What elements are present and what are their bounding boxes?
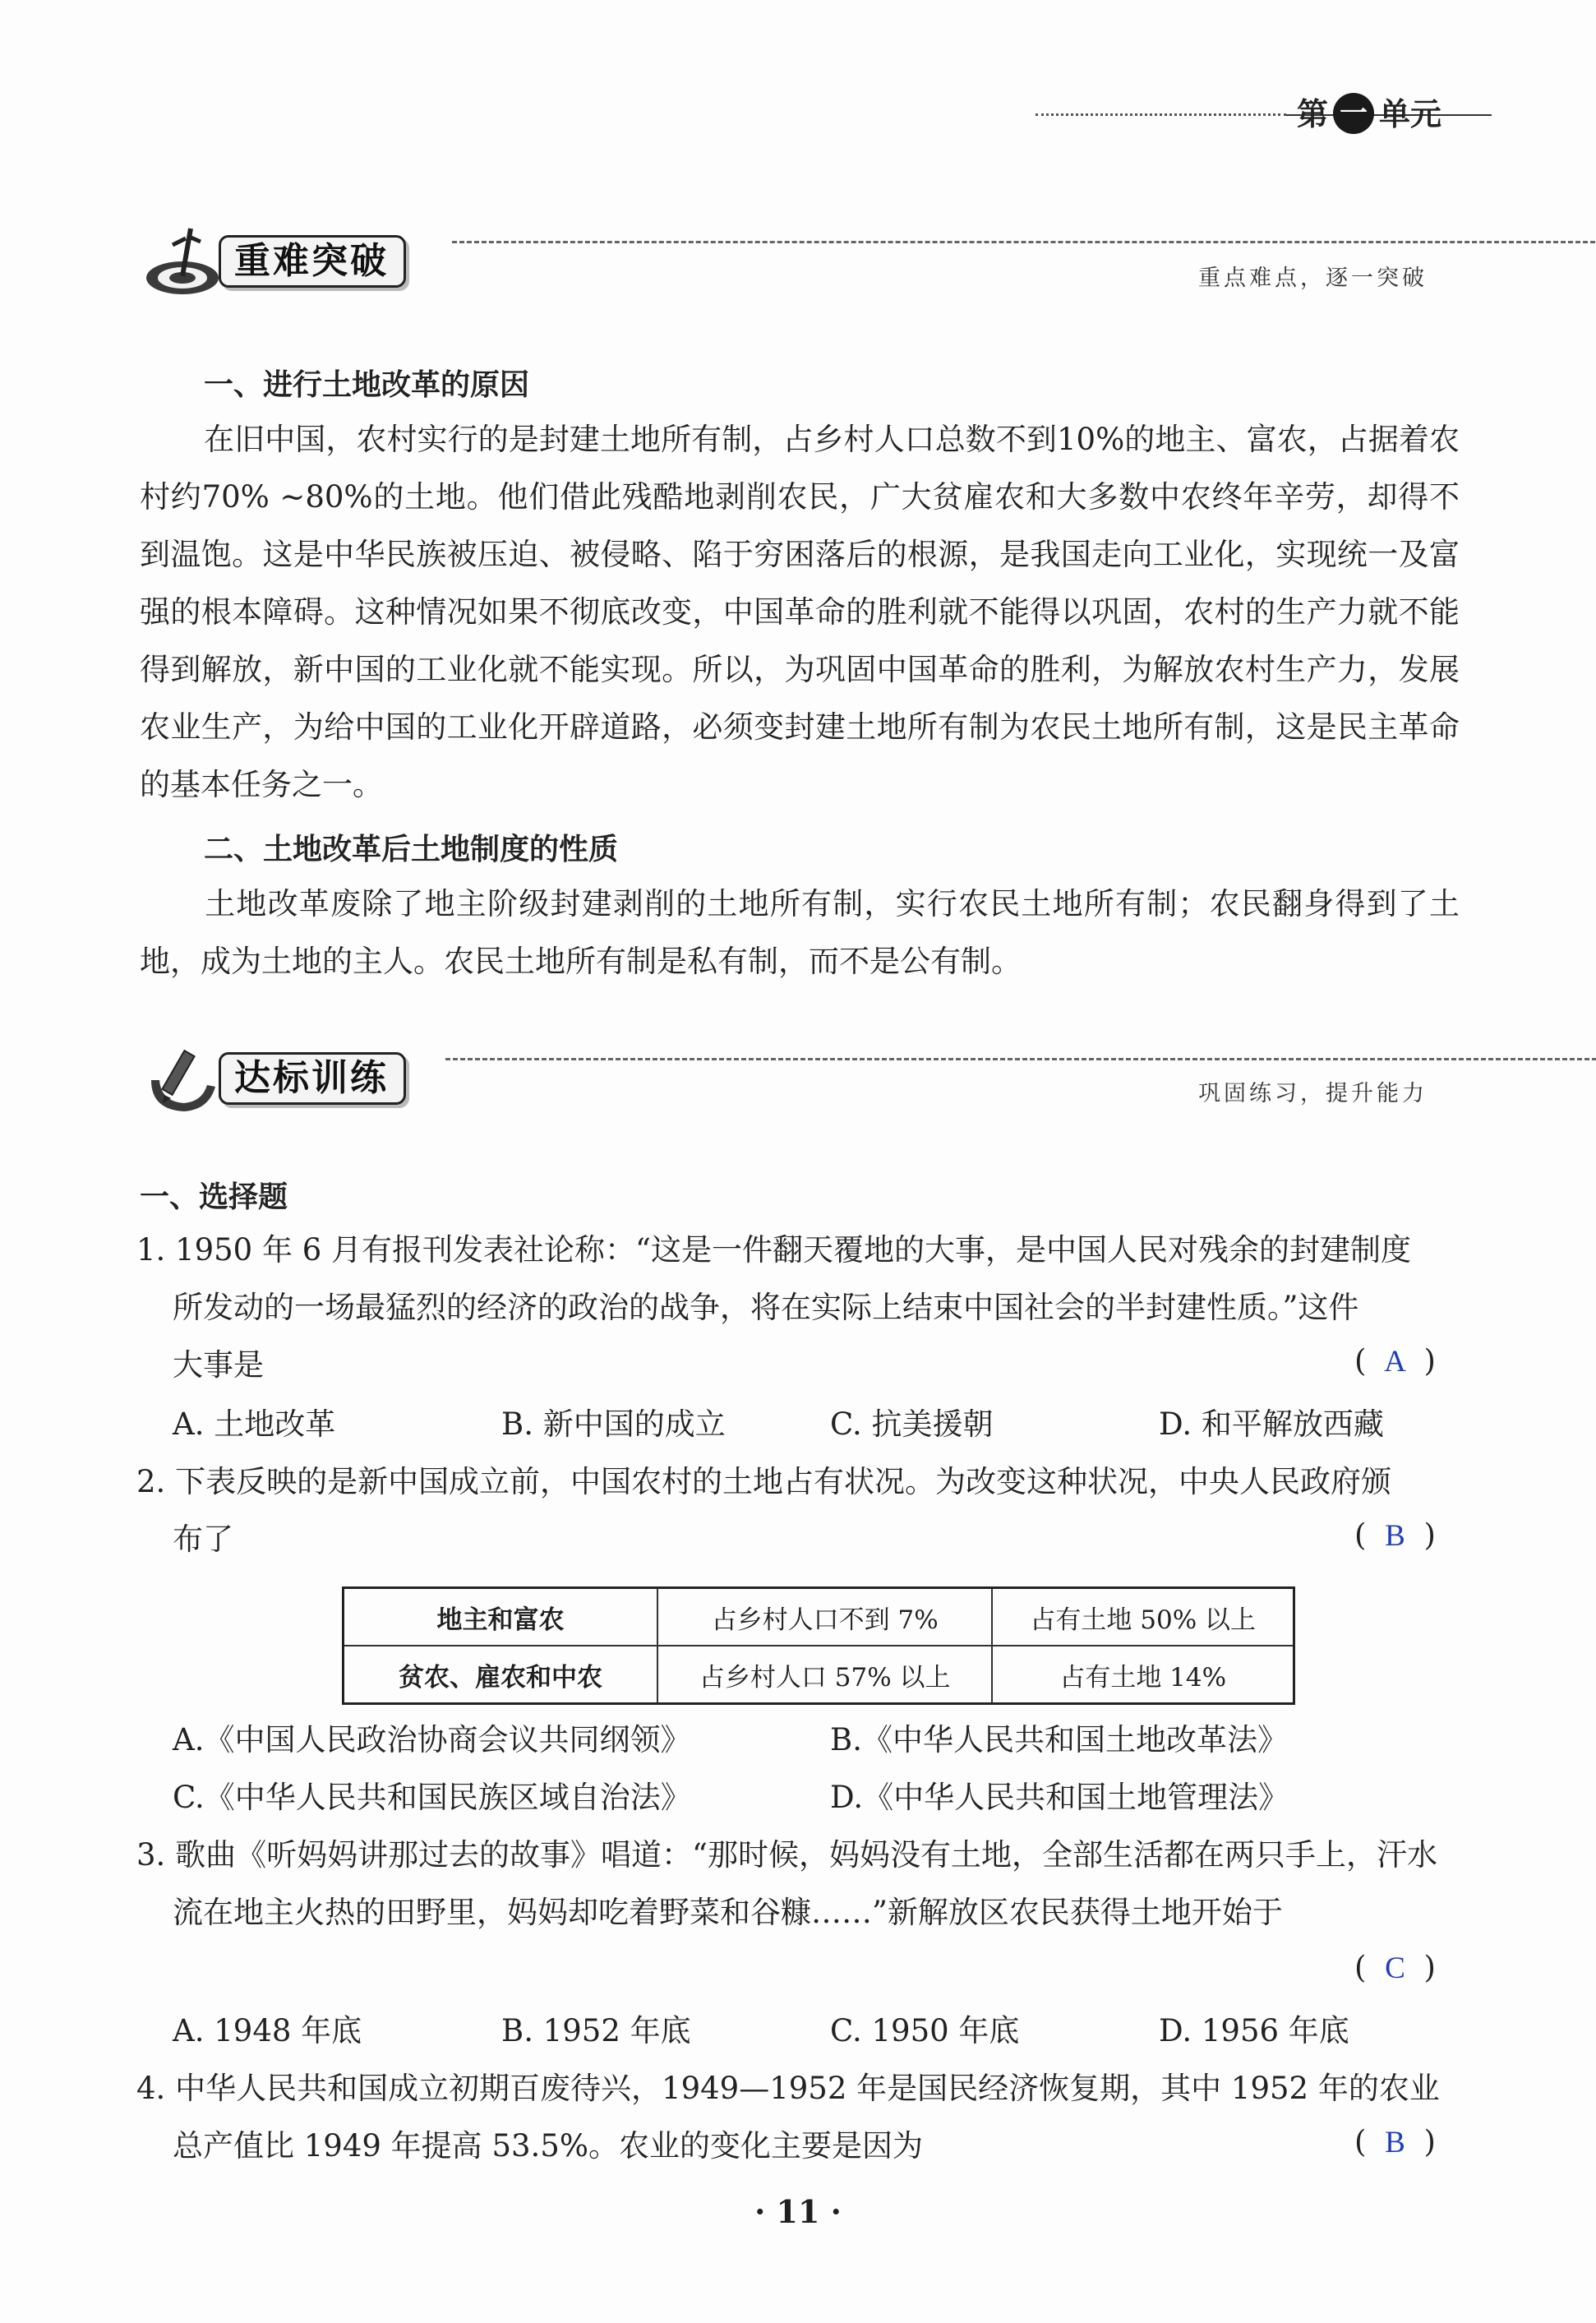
option: B. 新中国的成立 — [501, 1406, 726, 1442]
option: B.《中华人民共和国土地改革法》 — [830, 1722, 1288, 1757]
part-heading: 一、选择题 — [140, 1180, 288, 1214]
section-title: 达标训练 — [219, 1052, 406, 1105]
unit-title: 第 一 单元 — [1297, 89, 1441, 137]
section-title: 重难突破 — [219, 235, 406, 288]
table-cell: 占有土地 14% — [992, 1646, 1294, 1704]
topic-heading: 一、进行土地改革的原因 — [204, 368, 530, 402]
question-1-text: 大事是 — [173, 1347, 264, 1383]
question-2-text: 布了 — [173, 1522, 233, 1557]
question-1-answer: ( A ) — [1354, 1343, 1436, 1379]
question-2-text: 2. 下表反映的是新中国成立前，中国农村的土地占有状况。为改变这种状况，中央人民政府颁 — [136, 1464, 1392, 1499]
section-banner-key-points — [140, 220, 1455, 299]
question-3-text: 流在地主火热的田野里，妈妈却吃着野菜和谷糠……”新解放区农民获得土地开始于 — [173, 1895, 1283, 1930]
banner-dashed-rule — [452, 241, 1596, 243]
question-4-answer: ( B ) — [1354, 2124, 1436, 2159]
header-dotted-rule — [1036, 113, 1286, 116]
option: D. 和平解放西藏 — [1159, 1406, 1384, 1442]
question-2-answer: ( B ) — [1354, 1517, 1436, 1553]
question-3-answer: ( C ) — [1354, 1950, 1436, 1985]
question-4-text: 4. 中华人民共和国成立初期百废待兴，1949—1952 年是国民经济恢复期，其中 1952 年的农业 — [136, 2071, 1440, 2106]
question-3-text: 3. 歌曲《听妈妈讲那过去的故事》唱道：“那时候，妈妈没有土地，全部生活都在两只手上，汗水 — [136, 1837, 1437, 1873]
section-banner-practice — [140, 1037, 1455, 1116]
question-4-text: 总产值比 1949 年提高 53.5%。农业的变化主要是因为 — [173, 2128, 923, 2164]
answer-letter: A — [1384, 1345, 1406, 1379]
table-cell: 占乡村人口不到 7% — [657, 1588, 992, 1646]
page-number: · 11 · — [754, 2193, 842, 2230]
option: C. 1950 年底 — [830, 2013, 1020, 2048]
option: D. 1956 年底 — [1159, 2013, 1349, 2048]
table-cell: 地主和富农 — [344, 1588, 658, 1646]
unit-header — [1036, 89, 1479, 138]
option: A.《中国人民政治协商会议共同纲领》 — [173, 1722, 691, 1757]
table-cell: 贫农、雇农和中农 — [344, 1646, 658, 1704]
option: C. 抗美援朝 — [830, 1406, 994, 1442]
answer-letter: B — [1385, 2126, 1405, 2159]
banner-dashed-rule — [445, 1058, 1596, 1060]
answer-letter: C — [1385, 1951, 1405, 1985]
option: D.《中华人民共和国土地管理法》 — [830, 1780, 1289, 1815]
option: A. 土地改革 — [173, 1406, 336, 1442]
topic-heading: 二、土地改革后土地制度的性质 — [204, 833, 619, 866]
answer-letter: B — [1385, 1519, 1405, 1553]
table-row — [344, 1588, 1294, 1646]
target-arrow-icon — [140, 220, 230, 299]
section-subtitle: 重点难点，逐一突破 — [1198, 266, 1428, 291]
option: C.《中华人民共和国民族区域自治法》 — [173, 1780, 691, 1815]
topic-body: 在旧中国，农村实行的是封建土地所有制，占乡村人口总数不到10%的地主、富农，占据着农村约70% ~80%的土地。他们借此残酷地剥削农民，广大贫雇农和大多数中农终年辛劳，却得不到温饱。这是中华民族被压迫、被侵略、陷于穷困落后的根源，是我国走向工业化，实现统一及富强的根本障碍。这种情况如果不彻底改变，中国革命的胜利就不能得以巩固，农村的生产力就不能得到解放，新中国的工业化就不能实现。所以，为巩固中国革命的胜利，为解放农村生产力，发展农业生产，为给中国的工业化开辟道路，必须变封建土地所有制为农民土地所有制，这是民主革命的基本任务之一。 — [140, 422, 1460, 802]
pencil-book-icon — [140, 1037, 230, 1116]
section-subtitle: 巩固练习，提升能力 — [1198, 1081, 1428, 1106]
table-cell: 占有土地 50% 以上 — [992, 1588, 1294, 1646]
question-1-text: 所发动的一场最猛烈的经济的政治的战争，将在实际上结束中国社会的半封建性质。”这件 — [173, 1290, 1359, 1325]
table-cell: 占乡村人口 57% 以上 — [657, 1646, 992, 1704]
question-1-text: 1. 1950 年 6 月有报刊发表社论称：“这是一件翻天覆地的大事，是中国人民对残余的封建制度 — [136, 1232, 1411, 1268]
land-ownership-table — [342, 1586, 1295, 1705]
table-row — [344, 1646, 1294, 1704]
unit-number-badge: 一 — [1333, 93, 1374, 134]
option: A. 1948 年底 — [173, 2013, 362, 2048]
topic-body: 土地改革废除了地主阶级封建剥削的土地所有制，实行农民土地所有制；农民翻身得到了土地，成为土地的主人。农民土地所有制是私有制，而不是公有制。 — [140, 886, 1460, 979]
option: B. 1952 年底 — [501, 2013, 691, 2048]
